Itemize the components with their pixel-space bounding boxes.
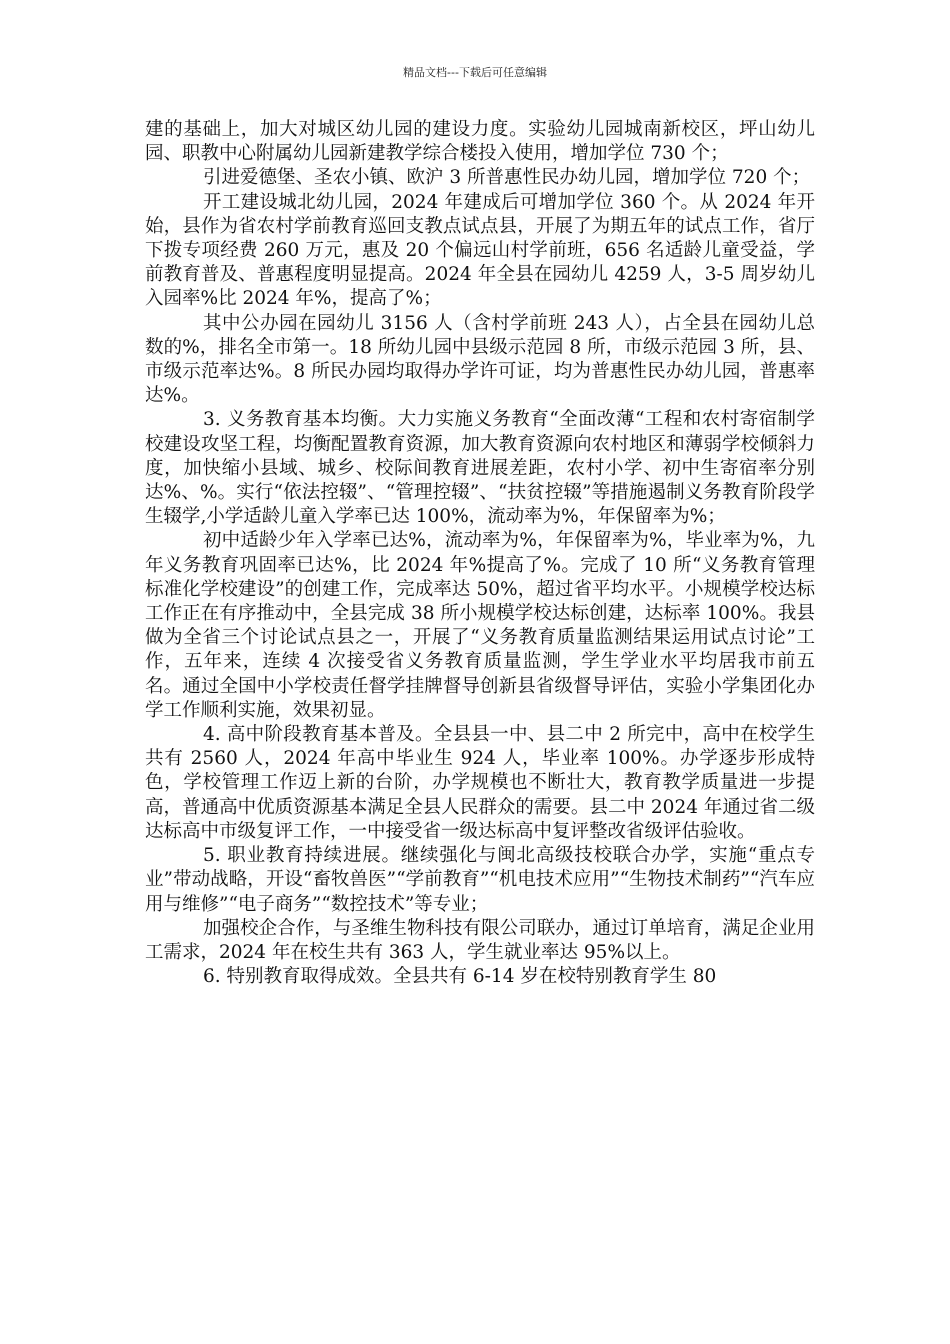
paragraph: 引进爱德堡、圣农小镇、欧沪 3 所普惠性民办幼儿园，增加学位 720 个；	[203, 167, 811, 189]
paragraph: 4. 高中阶段教育基本普及。全县县一中、县二中 2 所完中，高中在校学生共有 2560 人，2024 年高中毕业生 924 人，毕业率 100%。办学逐步形成特色，学校管理工作迈上新的台阶，办学规模也不断壮大，教育教学质量进一步提高，普通高中优质资源基本满足全县人民群众的需要。县二中 2024 年通过省二级达标高中市级复评工作，一中接受省一级达标高中复评整改省级评估验收。	[145, 724, 815, 842]
page-header: 精品文档---下载后可任意编辑	[403, 66, 547, 79]
paragraph: 5. 职业教育持续进展。继续强化与闽北高级技校联合办学，实施“重点专业”带动战略，开设“畜牧兽医”“学前教育”“机电技术应用”“生物技术制药”“汽车应用与维修”“电子商务”“数控技术”等专业；	[145, 845, 815, 915]
document-body	[145, 118, 815, 989]
paragraph: 建的基础上，加大对城区幼儿园的建设力度。实验幼儿园城南新校区，坪山幼儿园、职教中心附属幼儿园新建教学综合楼投入使用，增加学位 730 个；	[145, 119, 815, 165]
paragraph: 开工建设城北幼儿园，2024 年建成后可增加学位 360 个。从 2024 年开始，县作为省农村学前教育巡回支教点试点县，开展了为期五年的试点工作，省厅下拨专项经费 260 万元，惠及 20 个偏远山村学前班，656 名适龄儿童受益，学前教育普及、普惠程度明显提高。2024 年全县在园幼儿 4259 人，3-5 周岁幼儿入园率%比 2024 年%，提高了%；	[145, 191, 815, 310]
paragraph: 加强校企合作，与圣维生物科技有限公司联办，通过订单培育，满足企业用工需求，2024 年在校生共有 363 人，学生就业率达 95%以上。	[145, 917, 815, 963]
paragraph: 初中适龄少年入学率已达%，流动率为%，年保留率为%，毕业率为%，九年义务教育巩固率已达%，比 2024 年%提高了%。完成了 10 所“义务教育管理标准化学校建设”的创建工作，完成率达 50%，超过省平均水平。小规模学校达标工作正在有序推动中，全县完成 38 所小规模学校达标创建，达标率 100%。我县做为全省三个讨论试点县之一，开展了“义务教育质量监测结果运用试点讨论”工作，五年来，连续 4 次接受省义务教育质量监测，学生学业水平均居我市前五名。通过全国中小学校责任督学挂牌督导创新县省级督导评估，实验小学集团化办学工作顺利实施，效果初显。	[145, 530, 815, 721]
paragraph: 3. 义务教育基本均衡。大力实施义务教育“全面改薄“工程和农村寄宿制学校建设攻坚工程，均衡配置教育资源，加大教育资源向农村地区和薄弱学校倾斜力度，加快缩小县域、城乡、校际间教育进展差距，农村小学、初中生寄宿率分别达%、%。实行“依法控辍”、“管理控辍”、“扶贫控辍”等措施遏制义务教育阶段学生辍学,小学适龄儿童入学率已达 100%，流动率为%，年保留率为%；	[145, 409, 815, 528]
paragraph: 6. 特别教育取得成效。全县共有 6-14 岁在校特别教育学生 80	[203, 966, 717, 988]
paragraph: 其中公办园在园幼儿 3156 人（含村学前班 243 人），占全县在园幼儿总数的%，排名全市第一。18 所幼儿园中县级示范园 8 所，市级示范园 3 所，县、市级示范率达%。8 所民办园均取得办学许可证，均为普惠性民办幼儿园，普惠率达%。	[145, 312, 815, 407]
